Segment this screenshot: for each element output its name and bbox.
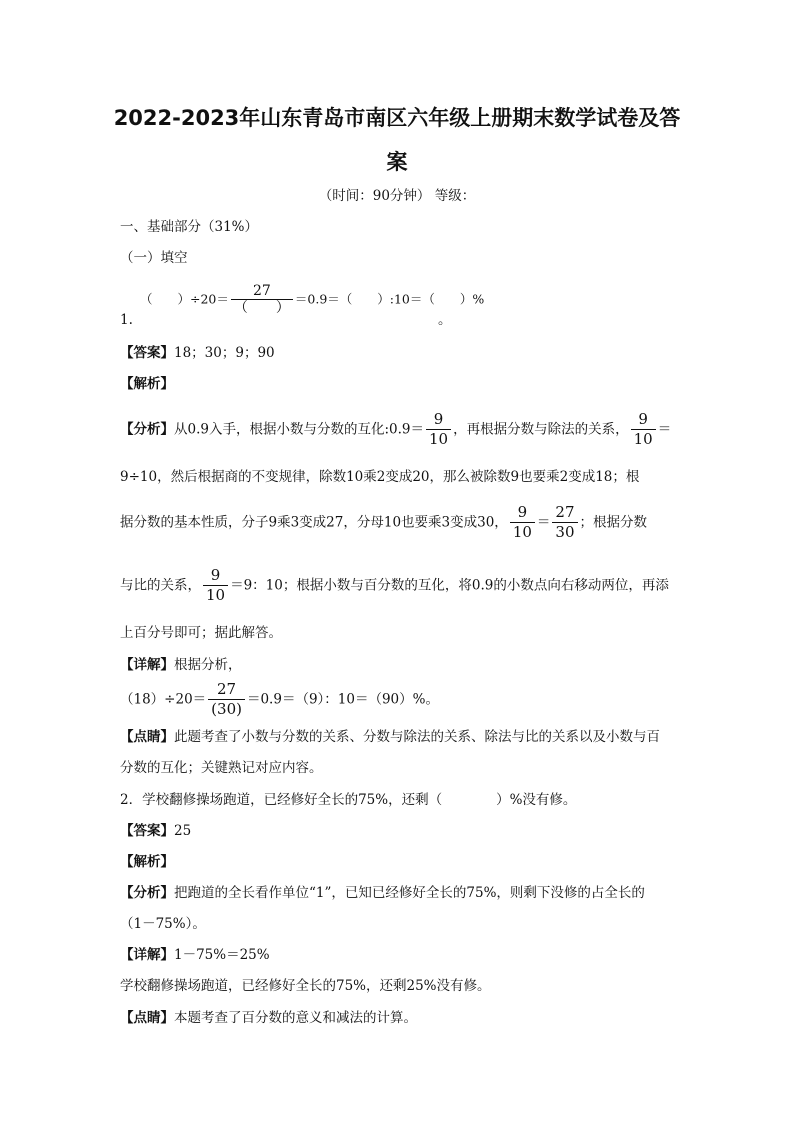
q1-detail-equation: [120, 680, 439, 719]
q1-detail: [120, 655, 242, 675]
q2-answer: [120, 821, 191, 841]
q2-detail: [120, 945, 270, 965]
answer-tag: 【答案】: [120, 823, 174, 839]
q1-analysis-line-5: 上百分号即可；据此解答。: [120, 625, 282, 641]
document-title: [100, 96, 694, 184]
answer-text: 18；30；9；90: [174, 345, 275, 361]
fraction-numerator: 9: [203, 566, 228, 586]
detail-tag: 【详解】: [120, 947, 174, 963]
fraction-9-10: [631, 410, 656, 449]
q2-analysis-line-2: （1－75%）。: [120, 916, 206, 932]
fraction-27-30: [552, 503, 577, 542]
q1-jiexi-tag: 【解析】: [120, 376, 174, 392]
fraction-denominator: (30): [211, 700, 242, 718]
analysis-text: ＝9：10；根据小数与百分数的互化，将0.9的小数点向右移动两位，再添: [230, 577, 669, 594]
fraction-numerator: 9: [631, 410, 656, 430]
q1-fraction-denominator: （ ）: [233, 300, 290, 316]
fraction-denominator: 10: [429, 430, 449, 448]
analysis-tag: 【分析】: [120, 421, 174, 438]
analysis-text: 把跑道的全长看作单位“1”，已知已经修好全长的75%，则剩下没修的占全长的: [174, 885, 645, 901]
title-line-2: 案: [386, 150, 408, 174]
detail-text: 根据分析，: [174, 657, 242, 673]
analysis-text: 与比的关系，: [120, 577, 201, 594]
review-text: 本题考查了百分数的意义和减法的计算。: [174, 1010, 417, 1026]
fraction-numerator: 27: [208, 680, 245, 700]
q1-answer: [120, 343, 275, 363]
q2-jiexi-tag: 【解析】: [120, 854, 174, 870]
q1-analysis-line-1: [120, 410, 671, 449]
answer-text: 25: [174, 823, 192, 839]
analysis-text: 据分数的基本性质，分子9乘3变成27，分母10也要乘3变成30，: [120, 514, 508, 531]
q1-analysis-line-2: 9÷10，然后根据商的不变规律，除数10乘2变成20，那么被除数9也要乘2变成18；根: [120, 469, 640, 485]
q1-expression: [140, 283, 484, 316]
analysis-text: ，再根据分数与除法的关系，: [453, 421, 629, 438]
equals-sign: ＝: [536, 514, 551, 531]
analysis-text: 从0.9入手，根据小数与分数的互化:0.9＝: [174, 421, 424, 438]
fraction-9-10: [510, 503, 535, 542]
fraction-9-10: [426, 410, 451, 449]
q1-expr-part-b: ＝0.9＝（ ）:10＝（ ）%: [294, 291, 485, 307]
review-tag: 【点睛】: [120, 1010, 174, 1026]
q1-review-line-2: 分数的互化；关键熟记对应内容。: [120, 760, 323, 776]
q1-review-line-1: [120, 727, 660, 747]
q1-fraction-numerator: 27: [231, 283, 293, 300]
fraction-denominator: 30: [555, 523, 575, 541]
q1-number: 1.: [120, 312, 133, 328]
review-tag: 【点睛】: [120, 729, 174, 745]
section-heading: 一、基础部分（31%）: [120, 219, 259, 235]
analysis-text: ；根据分数: [579, 514, 647, 531]
q1-expr-part-a: （ ）÷20＝: [140, 291, 229, 307]
fraction-numerator: 9: [426, 410, 451, 430]
fraction-denominator: 10: [206, 586, 226, 604]
subsection-heading: （一）填空: [120, 250, 188, 266]
detail-tag: 【详解】: [120, 657, 174, 673]
detail-text: （18）÷20＝: [120, 691, 207, 708]
fraction-27-30: [208, 680, 245, 719]
title-line-1: 2022-2023年山东青岛市南区六年级上册期末数学试卷及答: [113, 106, 681, 130]
exam-subtitle: （时间：90分钟） 等级：: [318, 188, 476, 204]
q1-end-mark: 。: [438, 312, 452, 328]
detail-text: ＝0.9＝（9）：10＝（90）%。: [246, 691, 439, 708]
q2-detail-line-2: 学校翻修操场跑道，已经修好全长的75%，还剩25%没有修。: [120, 978, 491, 994]
review-text: 此题考查了小数与分数的关系、分数与除法的关系、除法与比的关系以及小数与百: [174, 729, 660, 745]
q1-fraction: [231, 283, 293, 316]
q1-analysis-line-3: [120, 503, 647, 542]
detail-text: 1－75%＝25%: [174, 947, 270, 963]
answer-tag: 【答案】: [120, 345, 174, 361]
q2-analysis-line-1: [120, 883, 645, 903]
q1-analysis-line-4: [120, 566, 669, 605]
fraction-denominator: 10: [512, 523, 532, 541]
q2-question: 2．学校翻修操场跑道，已经修好全长的75%，还剩（ ）%没有修。: [120, 792, 577, 808]
fraction-9-10: [203, 566, 228, 605]
fraction-numerator: 9: [510, 503, 535, 523]
analysis-tag: 【分析】: [120, 885, 174, 901]
q2-review: [120, 1008, 417, 1028]
analysis-text: ＝: [657, 421, 672, 438]
fraction-denominator: 10: [633, 430, 653, 448]
fraction-numerator: 27: [552, 503, 577, 523]
